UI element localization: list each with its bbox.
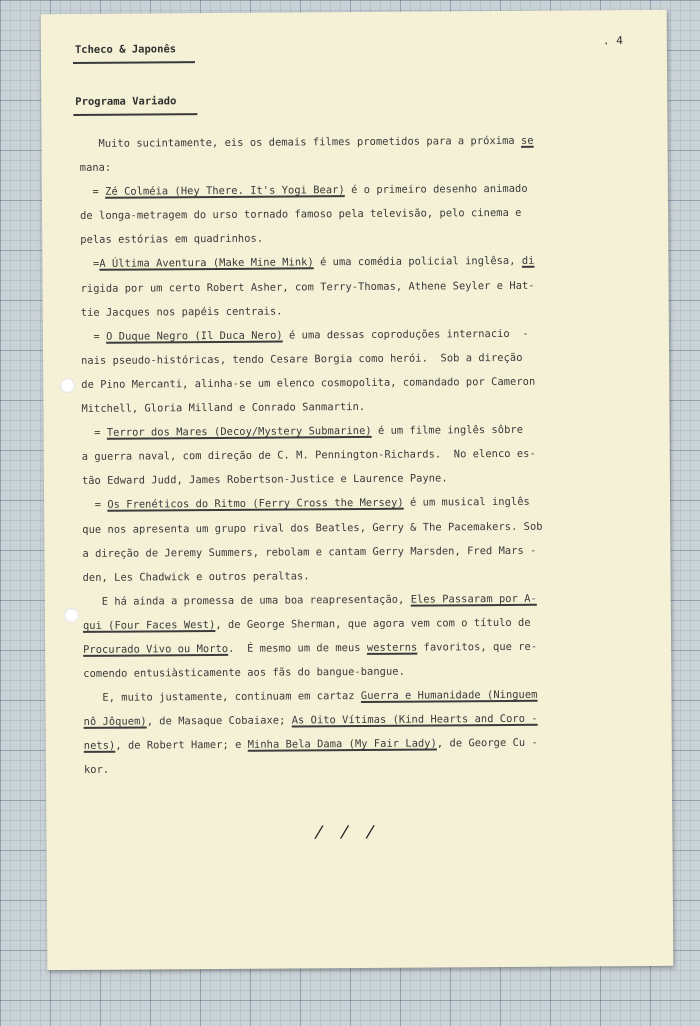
underlined-film-title: Guerra e Humanidade (Ninguem: [360, 688, 538, 703]
text-segment: Mitchell, Gloria Milland e Conrado Sanmartin.: [81, 400, 366, 415]
text-segment: E, muito justamente, continuam em cartaz: [83, 690, 361, 705]
underlined-film-title: Eles Passaram por A-: [410, 592, 537, 606]
text-segment: que nos apresenta um grupo rival dos Beatles, Gerry & The Pacemakers. Sob: [82, 520, 543, 536]
header-underline: [73, 61, 195, 63]
text-segment: , de George Cu -: [436, 737, 538, 750]
document-header-title: Tcheco & Japonês: [74, 43, 177, 56]
text-segment: =: [80, 258, 100, 271]
article-body: [79, 128, 624, 782]
text-segment: é um filme inglês sôbre: [371, 423, 524, 438]
text-segment: kor.: [83, 764, 110, 777]
text-segment: a guerra naval, com direção de C. M. Pennington-Richards. No elenco es-: [81, 447, 536, 464]
text-segment: comendo entusiàsticamente aos fãs do bangue-bangue.: [83, 665, 405, 680]
text-segment: é uma dessas coproduções internacio -: [282, 327, 529, 342]
text-segment: , de George Sherman, que agora vem com o título de: [215, 616, 531, 631]
underlined-film-title: di: [521, 255, 535, 268]
punch-hole: [60, 378, 75, 393]
text-segment: . É mesmo um de meus: [228, 641, 367, 655]
text-segment: den, Les Chadwick e outros peraltas.: [82, 570, 310, 584]
text-segment: =: [80, 330, 107, 343]
section-title-underline: [73, 113, 197, 115]
text-segment: E há ainda a promessa de uma boa reapresentação,: [82, 593, 411, 608]
underlined-film-title: Os Frenéticos do Ritmo (Ferry Cross the Mersey): [107, 497, 404, 512]
text-segment: é o primeiro desenho animado: [344, 182, 528, 197]
text-segment: , de Masaque Cobaiaxe;: [146, 714, 292, 728]
text-segment: é um musical inglês: [403, 496, 530, 510]
text-segment: de longa-metragem do urso tornado famoso pela televisão, pelo cinema e: [80, 207, 522, 223]
text-segment: favoritos, que re-: [417, 640, 538, 654]
underlined-film-title: As Oito Vítimas (Kind Hearts and Coro -: [291, 712, 538, 727]
text-line: [82, 514, 622, 542]
text-segment: pelas estórias em quadrinhos.: [80, 233, 264, 247]
text-segment: Muito sucintamente, eis os demais filmes prometidos para a próxima: [79, 134, 522, 150]
page-number: . 4: [602, 34, 623, 48]
underlined-film-title: O Duque Negro (Il Duca Nero): [106, 329, 283, 343]
end-marks: ///: [313, 821, 393, 842]
text-segment: rigida por um certo Robert Asher, com Terry-Thomas, Athene Seyler e Hat-: [80, 279, 535, 295]
document-page: [41, 10, 674, 970]
underlined-film-title: Zé Colméia (Hey There. It's Yogi Bear): [105, 184, 345, 198]
underlined-film-title: qui (Four Faces West): [82, 618, 216, 632]
underlined-film-title: Minha Bela Dama (My Fair Lady): [247, 737, 437, 752]
text-segment: a direção de Jeremy Summers, rebolam e cantam Gerry Marsden, Fred Mars -: [82, 544, 537, 560]
text-segment: =: [79, 185, 106, 199]
underlined-film-title: se: [520, 134, 534, 147]
section-title: Programa Variado: [75, 95, 177, 108]
underlined-film-title: westerns: [366, 641, 418, 654]
text-segment: de Pino Mercanti, alinha-se um elenco cosmopolita, comandado por Cameron: [81, 375, 536, 391]
underlined-film-title: Procurado Vivo ou Morto: [83, 642, 229, 656]
text-segment: , de Robert Hamer; e: [115, 739, 248, 753]
text-segment: tie Jacques nos papéis centrais.: [80, 305, 283, 319]
underlined-film-title: Terror dos Mares (Decoy/Mystery Submarine): [106, 425, 372, 439]
text-segment: nais pseudo-históricas, tendo Cesare Borgia como herói. Sob a direção: [81, 351, 523, 367]
text-segment: =: [81, 426, 107, 440]
punch-hole: [64, 608, 79, 623]
text-segment: tão Edward Judd, James Robertson-Justice e Laurence Payne.: [81, 472, 448, 488]
underlined-film-title: nets): [83, 740, 116, 753]
underlined-film-title: A Última Aventura (Make Mine Mink): [99, 256, 314, 271]
underlined-film-title: nô Jôquem): [83, 715, 147, 729]
text-segment: mana:: [79, 161, 112, 175]
text-segment: é uma comédia policial inglêsa,: [313, 255, 522, 269]
text-line: [84, 755, 624, 783]
text-segment: =: [82, 499, 108, 512]
